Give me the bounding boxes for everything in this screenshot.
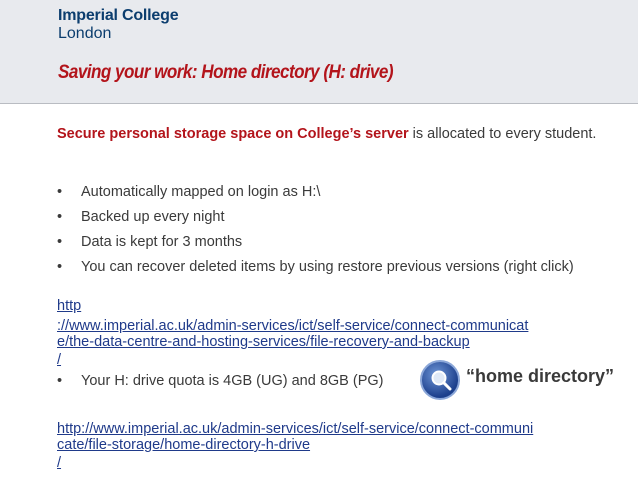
logo-line-1: Imperial College	[58, 7, 179, 24]
bullet-text: Data is kept for 3 months	[81, 234, 243, 250]
header-divider	[0, 103, 638, 104]
recovery-link-line-1[interactable]: http	[57, 298, 82, 314]
search-icon	[429, 368, 453, 392]
bullet-marker: •	[57, 209, 63, 225]
home-directory-link-line-2[interactable]: cate/file-storage/home-directory-h-drive	[57, 437, 311, 453]
slide-title: Saving your work: Home directory (H: drive)	[58, 62, 394, 83]
search-button[interactable]	[420, 360, 460, 400]
home-directory-link-line-1[interactable]: http://www.imperial.ac.uk/admin-services/ict/self-service/connect-communi	[57, 421, 534, 437]
college-logo	[58, 7, 178, 43]
bullet-text: You can recover deleted items by using restore previous versions (right click)	[81, 259, 574, 275]
intro-paragraph	[57, 125, 597, 144]
bullet-marker: •	[57, 259, 63, 275]
intro-rest: is allocated to every student.	[408, 126, 597, 142]
bullet-marker: •	[57, 373, 63, 389]
bullet-text: Your H: drive quota is 4GB (UG) and 8GB (PG)	[81, 373, 384, 389]
recovery-link-line-2[interactable]: ://www.imperial.ac.uk/admin-services/ict/self-service/connect-communicat	[57, 318, 529, 334]
intro-highlight: Secure personal storage space on College’s server	[57, 126, 409, 142]
logo-line-2: London	[58, 25, 112, 42]
bullet-marker: •	[57, 184, 63, 200]
recovery-link-line-4[interactable]: /	[57, 352, 62, 368]
bullet-text: Backed up every night	[81, 209, 225, 225]
bullet-marker: •	[57, 234, 63, 250]
search-tip	[420, 360, 638, 398]
search-term: “home directory”	[466, 366, 615, 386]
home-directory-link-line-3[interactable]: /	[57, 455, 62, 471]
recovery-link-line-3[interactable]: e/the-data-centre-and-hosting-services/file-recovery-and-backup	[57, 334, 470, 350]
bullet-text: Automatically mapped on login as H:\	[81, 184, 321, 200]
